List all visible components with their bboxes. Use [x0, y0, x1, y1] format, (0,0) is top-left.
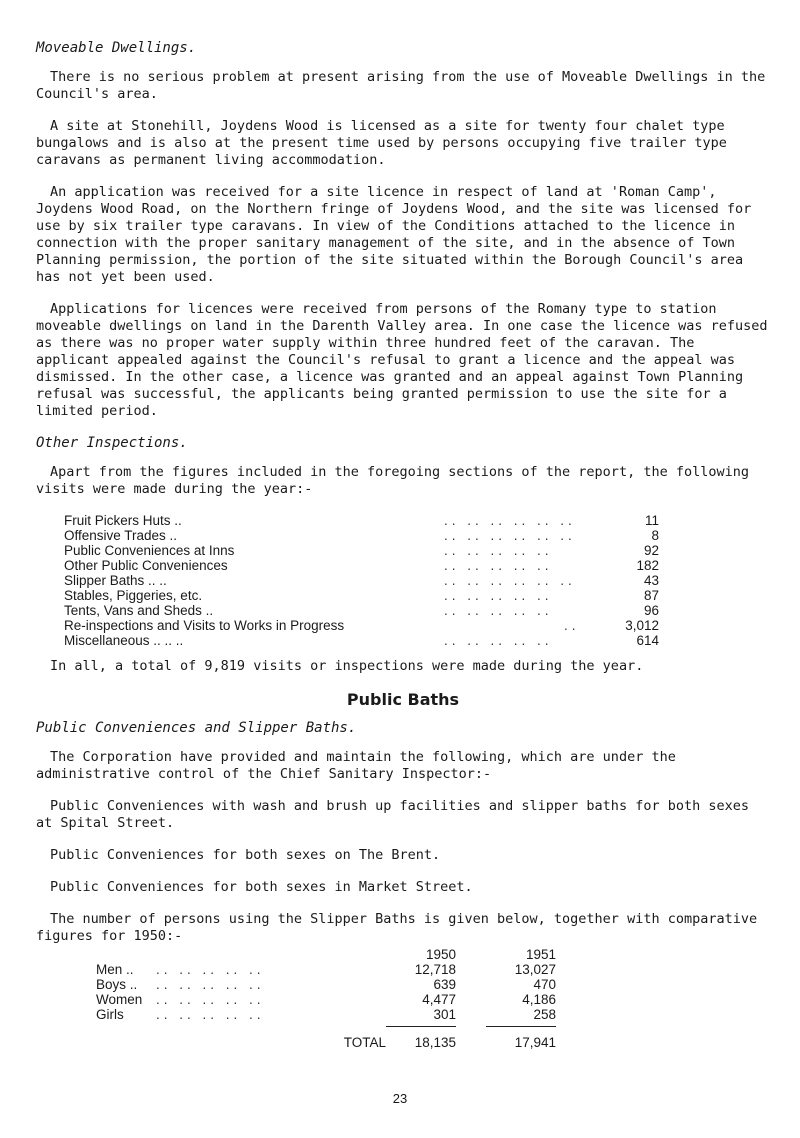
list-item	[64, 543, 770, 558]
list-item	[64, 588, 770, 603]
paragraph: Public Conveniences with wash and brush up facilities and slipper baths for both sexes at Spital Street.	[36, 798, 749, 831]
total-rule	[96, 1026, 770, 1027]
cell-1951: 4,186	[522, 992, 556, 1007]
row-label: Men ..	[96, 962, 134, 977]
column-header: 1951	[525, 947, 556, 962]
cell-1951: 470	[533, 977, 556, 992]
paragraph: Public Conveniences for both sexes in Market Street.	[50, 879, 473, 895]
list-item	[64, 633, 770, 648]
item-value: 3,012	[625, 618, 659, 633]
leader-dots: .. .. .. .. .. ..	[444, 513, 576, 528]
item-label: Public Conveniences at Inns	[64, 543, 235, 558]
leader-dots: .. .. .. .. .. ..	[444, 573, 576, 588]
row-label: Girls	[96, 1007, 124, 1022]
paragraph: A site at Stonehill, Joydens Wood is licensed as a site for twenty four chalet type bungalows and is also at the present time used by persons occupying five trailer type caravans as permanent living accommodation.	[36, 118, 727, 168]
paragraph: The Corporation have provided and maintain the following, which are under the administrative control of the Chief Sanitary Inspector:-	[36, 749, 676, 782]
row-label: Women	[96, 992, 143, 1007]
item-label: Stables, Piggeries, etc.	[64, 588, 203, 603]
leader-dots: .. .. .. .. ..	[444, 588, 553, 603]
total-1951: 17,941	[514, 1035, 556, 1050]
item-value: 11	[644, 513, 659, 528]
item-value: 8	[651, 528, 659, 543]
table-row	[96, 1007, 770, 1022]
paragraph: Apart from the figures included in the foregoing sections of the report, the following visits were made during the year:-	[36, 464, 749, 497]
leader-dots: .. .. .. .. .. ..	[444, 528, 576, 543]
item-value: 43	[643, 573, 659, 588]
table-row	[96, 962, 770, 977]
leader-dots: .. .. .. .. ..	[444, 603, 553, 618]
list-item	[64, 603, 770, 618]
item-value: 92	[643, 543, 659, 558]
leader-dots: .. .. .. .. ..	[156, 992, 265, 1007]
table-row	[96, 992, 770, 1007]
section-heading-conveniences: Public Conveniences and Slipper Baths.	[36, 720, 357, 736]
cell-1950: 4,477	[422, 992, 456, 1007]
item-label: Tents, Vans and Sheds ..	[64, 603, 214, 618]
item-value: 87	[643, 588, 659, 603]
paragraph: There is no serious problem at present arising from the use of Moveable Dwellings in the Council's area.	[36, 69, 766, 102]
table-total-row	[96, 1035, 770, 1050]
cell-1951: 258	[533, 1007, 556, 1022]
item-label: Offensive Trades ..	[64, 528, 178, 543]
item-value: 614	[636, 633, 659, 648]
item-label: Miscellaneous .. .. ..	[64, 633, 184, 648]
total-label: TOTAL	[343, 1035, 386, 1050]
table-header	[96, 947, 770, 962]
cell-1950: 12,718	[414, 962, 456, 977]
leader-dots: ..	[564, 618, 580, 633]
cell-1951: 13,027	[514, 962, 556, 977]
paragraph: Public Conveniences for both sexes on The Brent.	[50, 847, 441, 863]
table-row	[96, 977, 770, 992]
list-item	[64, 573, 770, 588]
item-value: 182	[636, 558, 659, 573]
item-label: Fruit Pickers Huts ..	[64, 513, 182, 528]
cell-1950: 639	[433, 977, 456, 992]
item-label: Other Public Conveniences	[64, 558, 228, 573]
paragraph: Applications for licences were received from persons of the Romany type to station moveable dwellings on land in the Darenth Valley area. In one case the licence was refused as there was no proper water supply within three hundred feet of the caravan. The applicant appealed against the Council's refusal to grant a licence and the appeal was dismissed. In the other case, a licence was granted and an appeal against Town Planning refusal was successful, the applicants being granted permission to use the site for a limited period.	[36, 301, 768, 419]
page	[36, 40, 770, 1050]
leader-dots: .. .. .. .. ..	[156, 977, 265, 992]
paragraph: An application was received for a site licence in respect of land at 'Roman Camp', Joydens Wood Road, on the Northern fringe of Joydens Wood, and the site was licensed for use by six trailer type caravans. In view of the Conditions attached to the licence in connection with the proper sanitary management of the site, and in the absence of Town Planning permission, the portion of the site situated within the Borough Council's area has not yet been used.	[36, 184, 752, 285]
total-1950: 18,135	[414, 1035, 456, 1050]
list-item	[64, 558, 770, 573]
list-item	[64, 513, 770, 528]
section-title-public-baths: Public Baths	[346, 690, 460, 709]
paragraph: In all, a total of 9,819 visits or inspections were made during the year.	[50, 658, 644, 674]
paragraph: The number of persons using the Slipper Baths is given below, together with comparative figures for 1950:-	[36, 911, 758, 944]
page-number: 23	[392, 1091, 408, 1106]
item-label: Slipper Baths .. ..	[64, 573, 167, 588]
section-heading-other-inspections: Other Inspections.	[36, 435, 188, 451]
column-header: 1950	[425, 947, 456, 962]
leader-dots: .. .. .. .. ..	[156, 962, 265, 977]
list-item	[64, 528, 770, 543]
leader-dots: .. .. .. .. ..	[444, 633, 553, 648]
cell-1950: 301	[433, 1007, 456, 1022]
list-item	[64, 618, 770, 633]
row-label: Boys ..	[96, 977, 138, 992]
leader-dots: .. .. .. .. ..	[444, 543, 553, 558]
leader-dots: .. .. .. .. ..	[156, 1007, 265, 1022]
item-value: 96	[643, 603, 659, 618]
slipper-baths-table	[96, 947, 770, 1050]
leader-dots: .. .. .. .. ..	[444, 558, 553, 573]
inspections-list	[64, 513, 770, 648]
item-label: Re-inspections and Visits to Works in Progress	[64, 618, 345, 633]
section-heading-moveable-dwellings: Moveable Dwellings.	[36, 40, 197, 56]
